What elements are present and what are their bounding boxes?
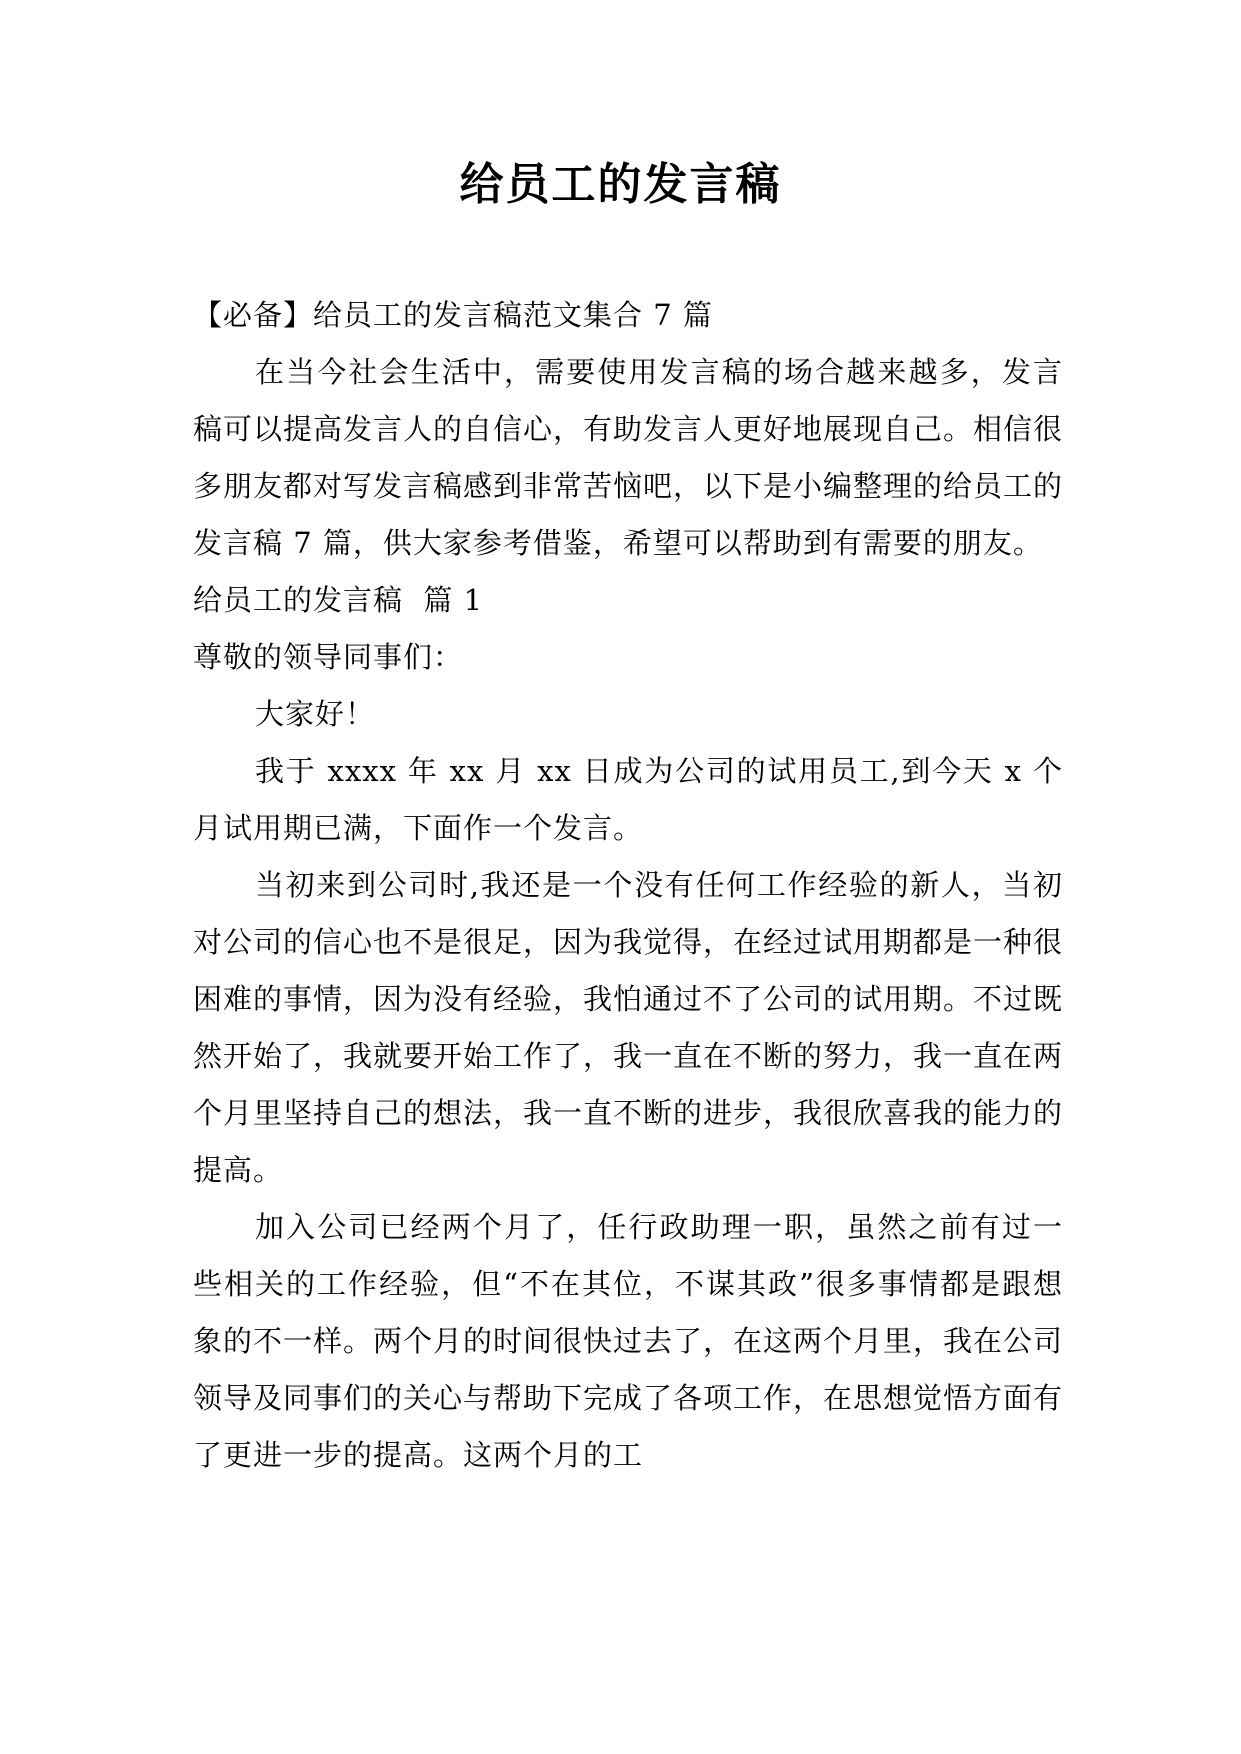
document-body bbox=[193, 287, 1063, 1484]
body-paragraph: 加入公司已经两个月了，任行政助理一职，虽然之前有过一些相关的工作经验，但“不在其位，不谋其政”很多事情都是跟想象的不一样。两个月的时间很快过去了，在这两个月里，我在公司领导及同事们的关心与帮助下完成了各项工作，在思想觉悟方面有了更进一步的提高。这两个月的工 bbox=[193, 1210, 1064, 1472]
greeting: 大家好！ bbox=[255, 697, 376, 731]
body-paragraph: 当初来到公司时,我还是一个没有任何工作经验的新人，当初对公司的信心也不是很足，因为我觉得，在经过试用期都是一种很困难的事情，因为没有经验，我怕通过不了公司的试用期。不过既然开始了，我就要开始工作了，我一直在不断的努力，我一直在两个月里坚持自己的想法，我一直不断的进步，我很欣喜我的能力的提高。 bbox=[193, 868, 1064, 1187]
document-title: 给员工的发言稿 bbox=[459, 159, 782, 210]
document-subtitle: 【必备】给员工的发言稿范文集合 7 篇 bbox=[193, 298, 713, 332]
salutation: 尊敬的领导同事们： bbox=[193, 640, 464, 674]
body-paragraph: 我于 xxxx 年 xx 月 xx 日成为公司的试用员工,到今天 x 个月试用期已满，下面作一个发言。 bbox=[193, 754, 1063, 845]
section-heading: 给员工的发言稿 篇 1 bbox=[193, 583, 484, 617]
intro-paragraph: 在当今社会生活中，需要使用发言稿的场合越来越多，发言稿可以提高发言人的自信心，有助发言人更好地展现自己。相信很多朋友都对写发言稿感到非常苦恼吧，以下是小编整理的给员工的发言稿 7 篇，供大家参考借鉴，希望可以帮助到有需要的朋友。 bbox=[193, 355, 1064, 560]
